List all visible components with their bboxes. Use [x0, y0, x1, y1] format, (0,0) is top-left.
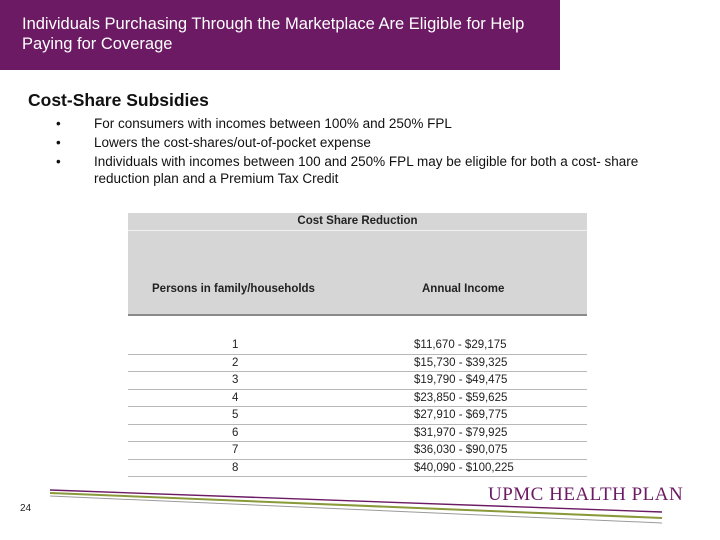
income-cell: $40,090 - $100,225	[414, 461, 514, 474]
table-title: Cost Share Reduction	[128, 213, 587, 230]
persons-cell: 6	[232, 426, 239, 439]
persons-cell: 5	[232, 409, 239, 421]
table-row	[128, 337, 587, 355]
column-header-persons: Persons in family/households	[152, 283, 315, 295]
table-row	[128, 372, 587, 390]
bullet-text: Individuals with incomes between 100 and 250% FPL may be eligible for both a cost- share reduction plan and a Premium Tax Credit	[94, 154, 639, 186]
table-row	[128, 390, 587, 408]
table-row	[128, 442, 587, 460]
persons-cell: 3	[232, 374, 239, 386]
bullet-item	[56, 134, 666, 151]
slide-number: 24	[20, 503, 32, 514]
bullet-item	[56, 153, 666, 187]
table-row	[128, 407, 587, 425]
table-row	[128, 460, 587, 478]
bullet-dot: •	[56, 135, 61, 150]
section-heading: Cost-Share Subsidies	[28, 90, 209, 110]
income-cell: $23,850 - $59,625	[414, 391, 508, 404]
persons-cell: 4	[232, 391, 239, 404]
slide-title: Individuals Purchasing Through the Marketplace Are Eligible for Help Paying for Coverage	[22, 15, 525, 53]
income-cell: $36,030 - $90,075	[414, 444, 508, 456]
bullet-list	[56, 115, 666, 189]
persons-cell: 2	[232, 356, 239, 369]
persons-cell: 8	[232, 461, 239, 474]
bullet-text: For consumers with incomes between 100% and 250% FPL	[94, 116, 452, 131]
cost-share-table	[128, 213, 587, 474]
income-cell: $11,670 - $29,175	[414, 339, 507, 351]
persons-cell: 7	[232, 444, 239, 456]
table-row	[128, 425, 587, 443]
bullet-text: Lowers the cost-shares/out-of-pocket expense	[94, 135, 371, 150]
table-spacer	[128, 316, 587, 337]
bullet-dot: •	[56, 116, 61, 131]
bullet-item	[56, 115, 666, 132]
upmc-health-plan-logo: UPMC HEALTH PLAN	[488, 484, 684, 505]
column-header-income: Annual Income	[422, 283, 505, 295]
bullet-dot: •	[56, 154, 61, 169]
table-row	[128, 355, 587, 373]
persons-cell: 1	[232, 339, 239, 351]
income-cell: $27,910 - $69,775	[414, 409, 508, 421]
table-header	[128, 230, 587, 316]
title-bar	[0, 0, 560, 70]
income-cell: $19,790 - $49,475	[414, 374, 508, 386]
income-cell: $31,970 - $79,925	[414, 426, 508, 439]
income-cell: $15,730 - $39,325	[414, 356, 508, 369]
